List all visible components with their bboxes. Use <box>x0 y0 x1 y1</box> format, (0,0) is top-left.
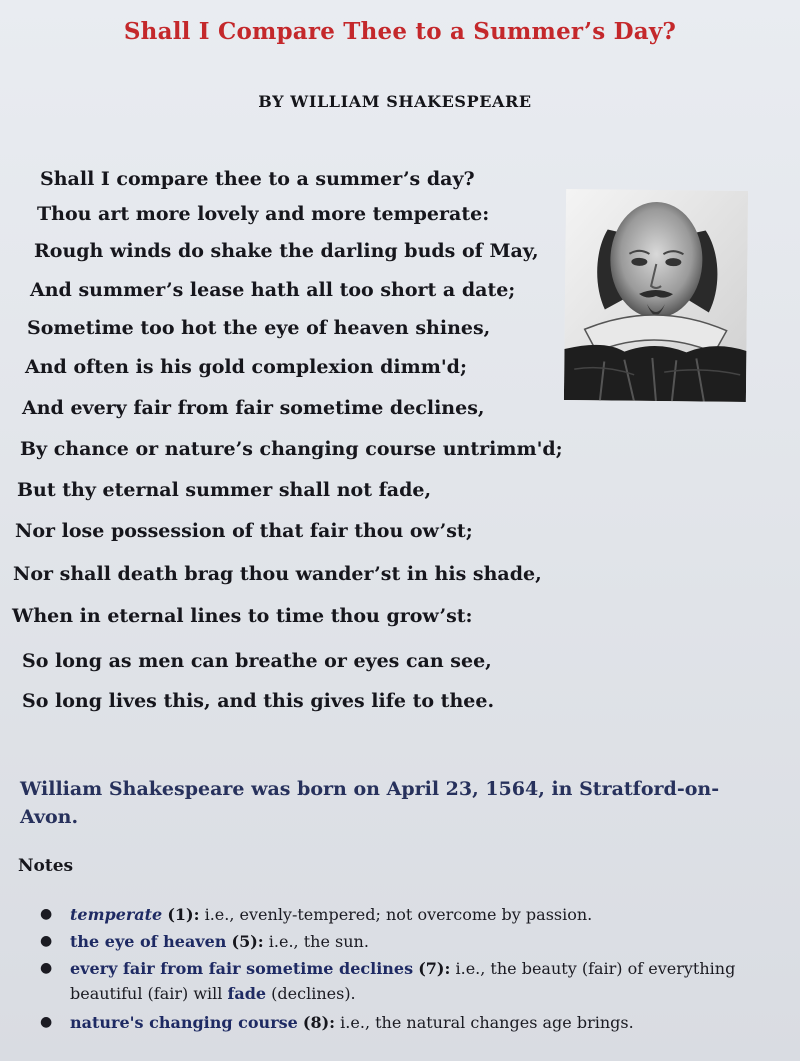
poem-line: Sometime too hot the eye of heaven shines, <box>27 317 491 339</box>
author-byline: BY WILLIAM SHAKESPEARE <box>258 92 532 111</box>
shakespeare-portrait <box>564 189 748 402</box>
note-text: i.e., evenly-tempered; not overcome by passion. <box>199 905 593 924</box>
note-item <box>40 902 744 927</box>
note-term: every fair from fair sometime declines <box>70 959 414 978</box>
poem-line: But thy eternal summer shall not fade, <box>17 479 432 501</box>
note-ref: (7): <box>418 959 451 978</box>
note-ref: (1): <box>167 905 200 924</box>
poem-line: When in eternal lines to time thou grow’st: <box>12 605 473 627</box>
note-text-after: (declines). <box>266 984 356 1003</box>
poem-line: So long as men can breathe or eyes can see, <box>22 650 492 672</box>
note-item <box>40 1010 744 1035</box>
author-bio: William Shakespeare was born on April 23, 1564, in Stratford-on-Avon. <box>20 778 720 828</box>
note-ref: (8): <box>302 1013 336 1032</box>
poem-line: Nor lose possession of that fair thou ow’st; <box>15 520 473 542</box>
note-item <box>40 929 744 954</box>
poem-line: And summer’s lease hath all too short a date; <box>30 279 516 301</box>
poem-line: By chance or nature’s changing course untrimm'd; <box>20 438 563 460</box>
note-term: the eye of heaven <box>70 932 227 951</box>
poem-line: And every fair from fair sometime declines, <box>22 397 485 419</box>
poem-title: Shall I Compare Thee to a Summer’s Day? <box>123 18 677 45</box>
poem-line: So long lives this, and this gives life to thee. <box>22 690 495 712</box>
poem-line: Shall I compare thee to a summer’s day? <box>40 168 475 190</box>
note-text: i.e., the sun. <box>263 932 369 951</box>
note-ref: (5): <box>231 932 264 951</box>
notes-heading: Notes <box>18 856 74 876</box>
poem-line: Thou art more lovely and more temperate: <box>37 203 490 225</box>
bullet-icon: ● <box>40 933 53 949</box>
poem-line: Nor shall death brag thou wander’st in his shade, <box>13 563 542 585</box>
note-term: nature's changing course <box>70 1013 298 1032</box>
note-item <box>40 956 744 1006</box>
poem-line: And often is his gold complexion dimm'd; <box>25 356 467 378</box>
bullet-icon: ● <box>40 906 53 922</box>
note-keyword: fade <box>227 984 267 1003</box>
note-text: i.e., the natural changes age brings. <box>335 1013 634 1032</box>
poem-line: Rough winds do shake the darling buds of May, <box>34 240 539 262</box>
note-term: temperate <box>70 905 163 924</box>
bullet-icon: ● <box>40 960 53 976</box>
bullet-icon: ● <box>40 1014 53 1030</box>
note-text: i.e., the beauty (fair) of everything beautiful (fair) will <box>70 959 736 1003</box>
